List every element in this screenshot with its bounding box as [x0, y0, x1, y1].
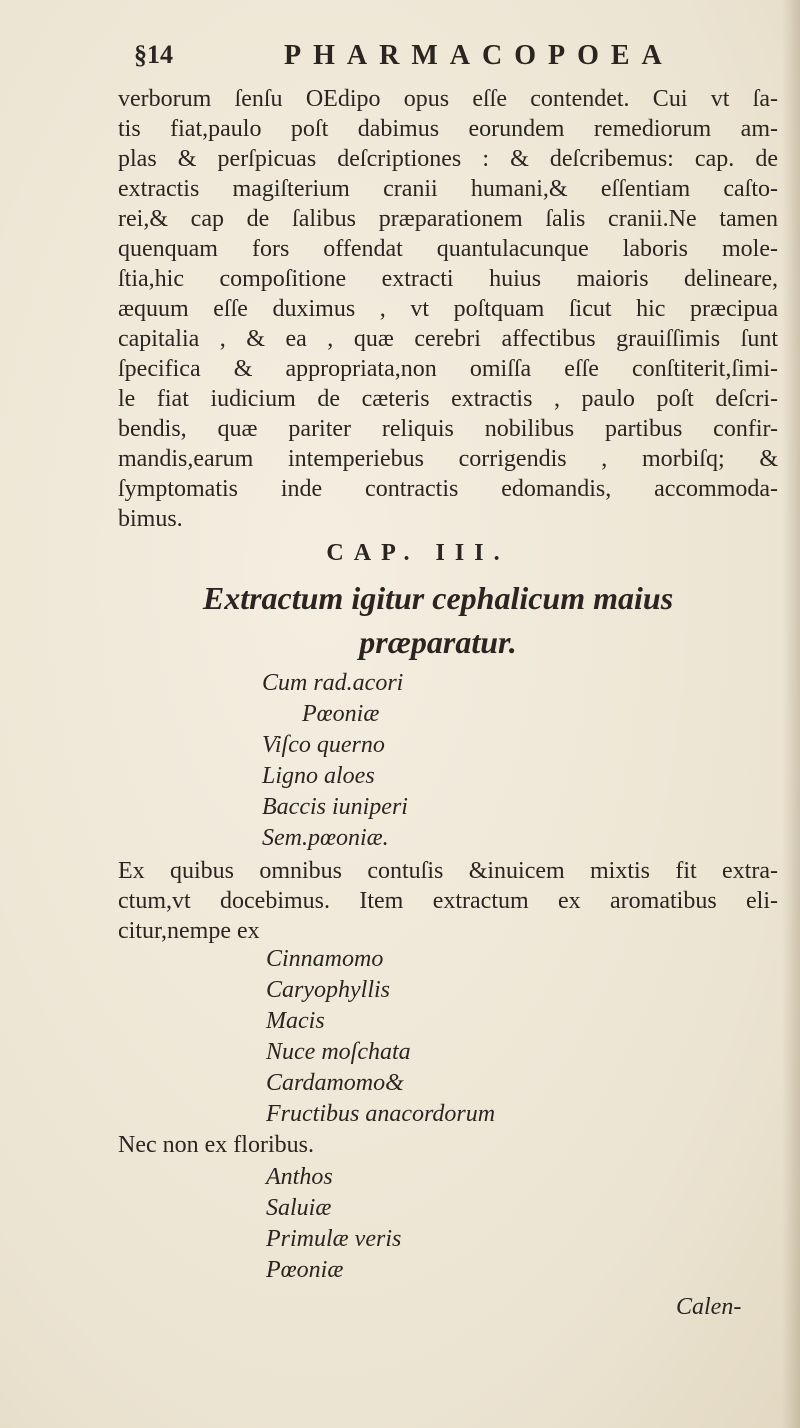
text-line: Ex quibus omnibus contuſis &inuicem mixtis fit extra- — [118, 858, 778, 884]
text-line: ſtia,hic compoſitione extracti huius maioris delineare, — [118, 266, 778, 292]
ingredient: Cum rad.acori — [262, 670, 404, 696]
page-edge-shadow — [782, 0, 800, 1428]
text-line: citur,nempe ex — [118, 918, 260, 944]
ingredient: Fructibus anacordorum — [266, 1101, 496, 1127]
text-line: ctum,vt docebimus. Item extractum ex aromatibus eli- — [118, 888, 778, 914]
text-line: verborum ſenſu OEdipo opus eſſe contendet. Cui vt ſa- — [118, 86, 778, 112]
text-line: le fiat iudicium de cæteris extractis , paulo poſt deſcri- — [118, 386, 778, 412]
text-line: bimus. — [118, 506, 183, 532]
paragraph-3 — [118, 1130, 778, 1160]
paragraph-2 — [118, 856, 778, 946]
page-number: §14 — [134, 40, 173, 69]
ingredient-list-3 — [266, 1162, 401, 1286]
ingredient: Nuce moſchata — [266, 1039, 411, 1065]
ingredient: Ligno aloes — [262, 763, 375, 789]
page-header — [134, 40, 774, 80]
ingredient: Anthos — [266, 1164, 333, 1190]
text-line: æquum eſſe duximus , vt poſtquam ſicut hic præcipua — [118, 296, 778, 322]
running-title: PHARMACOPOEA — [284, 40, 674, 71]
section-title-2: præparatur. — [359, 624, 517, 660]
ingredient-list-1 — [262, 668, 408, 854]
ingredient: Baccis iuniperi — [262, 794, 408, 820]
ingredient: Cardamomo& — [266, 1070, 404, 1096]
ingredient: Macis — [266, 1008, 325, 1034]
text-line: quenquam fors offendat quantulacunque laboris mole- — [118, 236, 778, 262]
text-line: capitalia , & ea , quæ cerebri affectibus grauiſſimis ſunt — [118, 326, 778, 352]
ingredient: Saluiæ — [266, 1195, 332, 1221]
ingredient: Cinnamomo — [266, 946, 384, 972]
ingredient: Sem.pœoniæ. — [262, 825, 389, 851]
text-line: bendis, quæ pariter reliquis nobilibus partibus confir- — [118, 416, 778, 442]
text-line: ſpecifica & appropriata,non omiſſa eſſe conſtiterit,ſimi- — [118, 356, 778, 382]
text-line: plas & perſpicuas deſcriptiones : & deſcribemus: cap. de — [118, 146, 778, 172]
ingredient: Pœoniæ — [266, 1257, 344, 1283]
text-line: ſymptomatis inde contractis edomandis, accommoda- — [118, 476, 778, 502]
text-line: rei,& cap de ſalibus præparationem ſalis cranii.Ne tamen — [118, 206, 778, 232]
ingredient-list-2 — [266, 944, 495, 1130]
catchword: Calen- — [676, 1294, 742, 1320]
ingredient: Caryophyllis — [266, 977, 390, 1003]
text-line: mandis,earum intemperiebus corrigendis , morbiſq; & — [118, 446, 778, 472]
ingredient: Primulæ veris — [266, 1226, 402, 1252]
chapter-heading: CAP. III. — [326, 540, 510, 566]
text-line: extractis magiſterium cranii humani,& eſſentiam caſto- — [118, 176, 778, 202]
ingredient: Pœoniæ — [302, 701, 380, 727]
paragraph-1 — [118, 84, 778, 534]
text-line: tis fiat,paulo poſt dabimus eorundem remediorum am- — [118, 116, 778, 142]
ingredient: Viſco querno — [262, 732, 385, 758]
text-line: Nec non ex floribus. — [118, 1132, 314, 1158]
section-title: Extractum igitur cephalicum maius — [202, 580, 674, 616]
